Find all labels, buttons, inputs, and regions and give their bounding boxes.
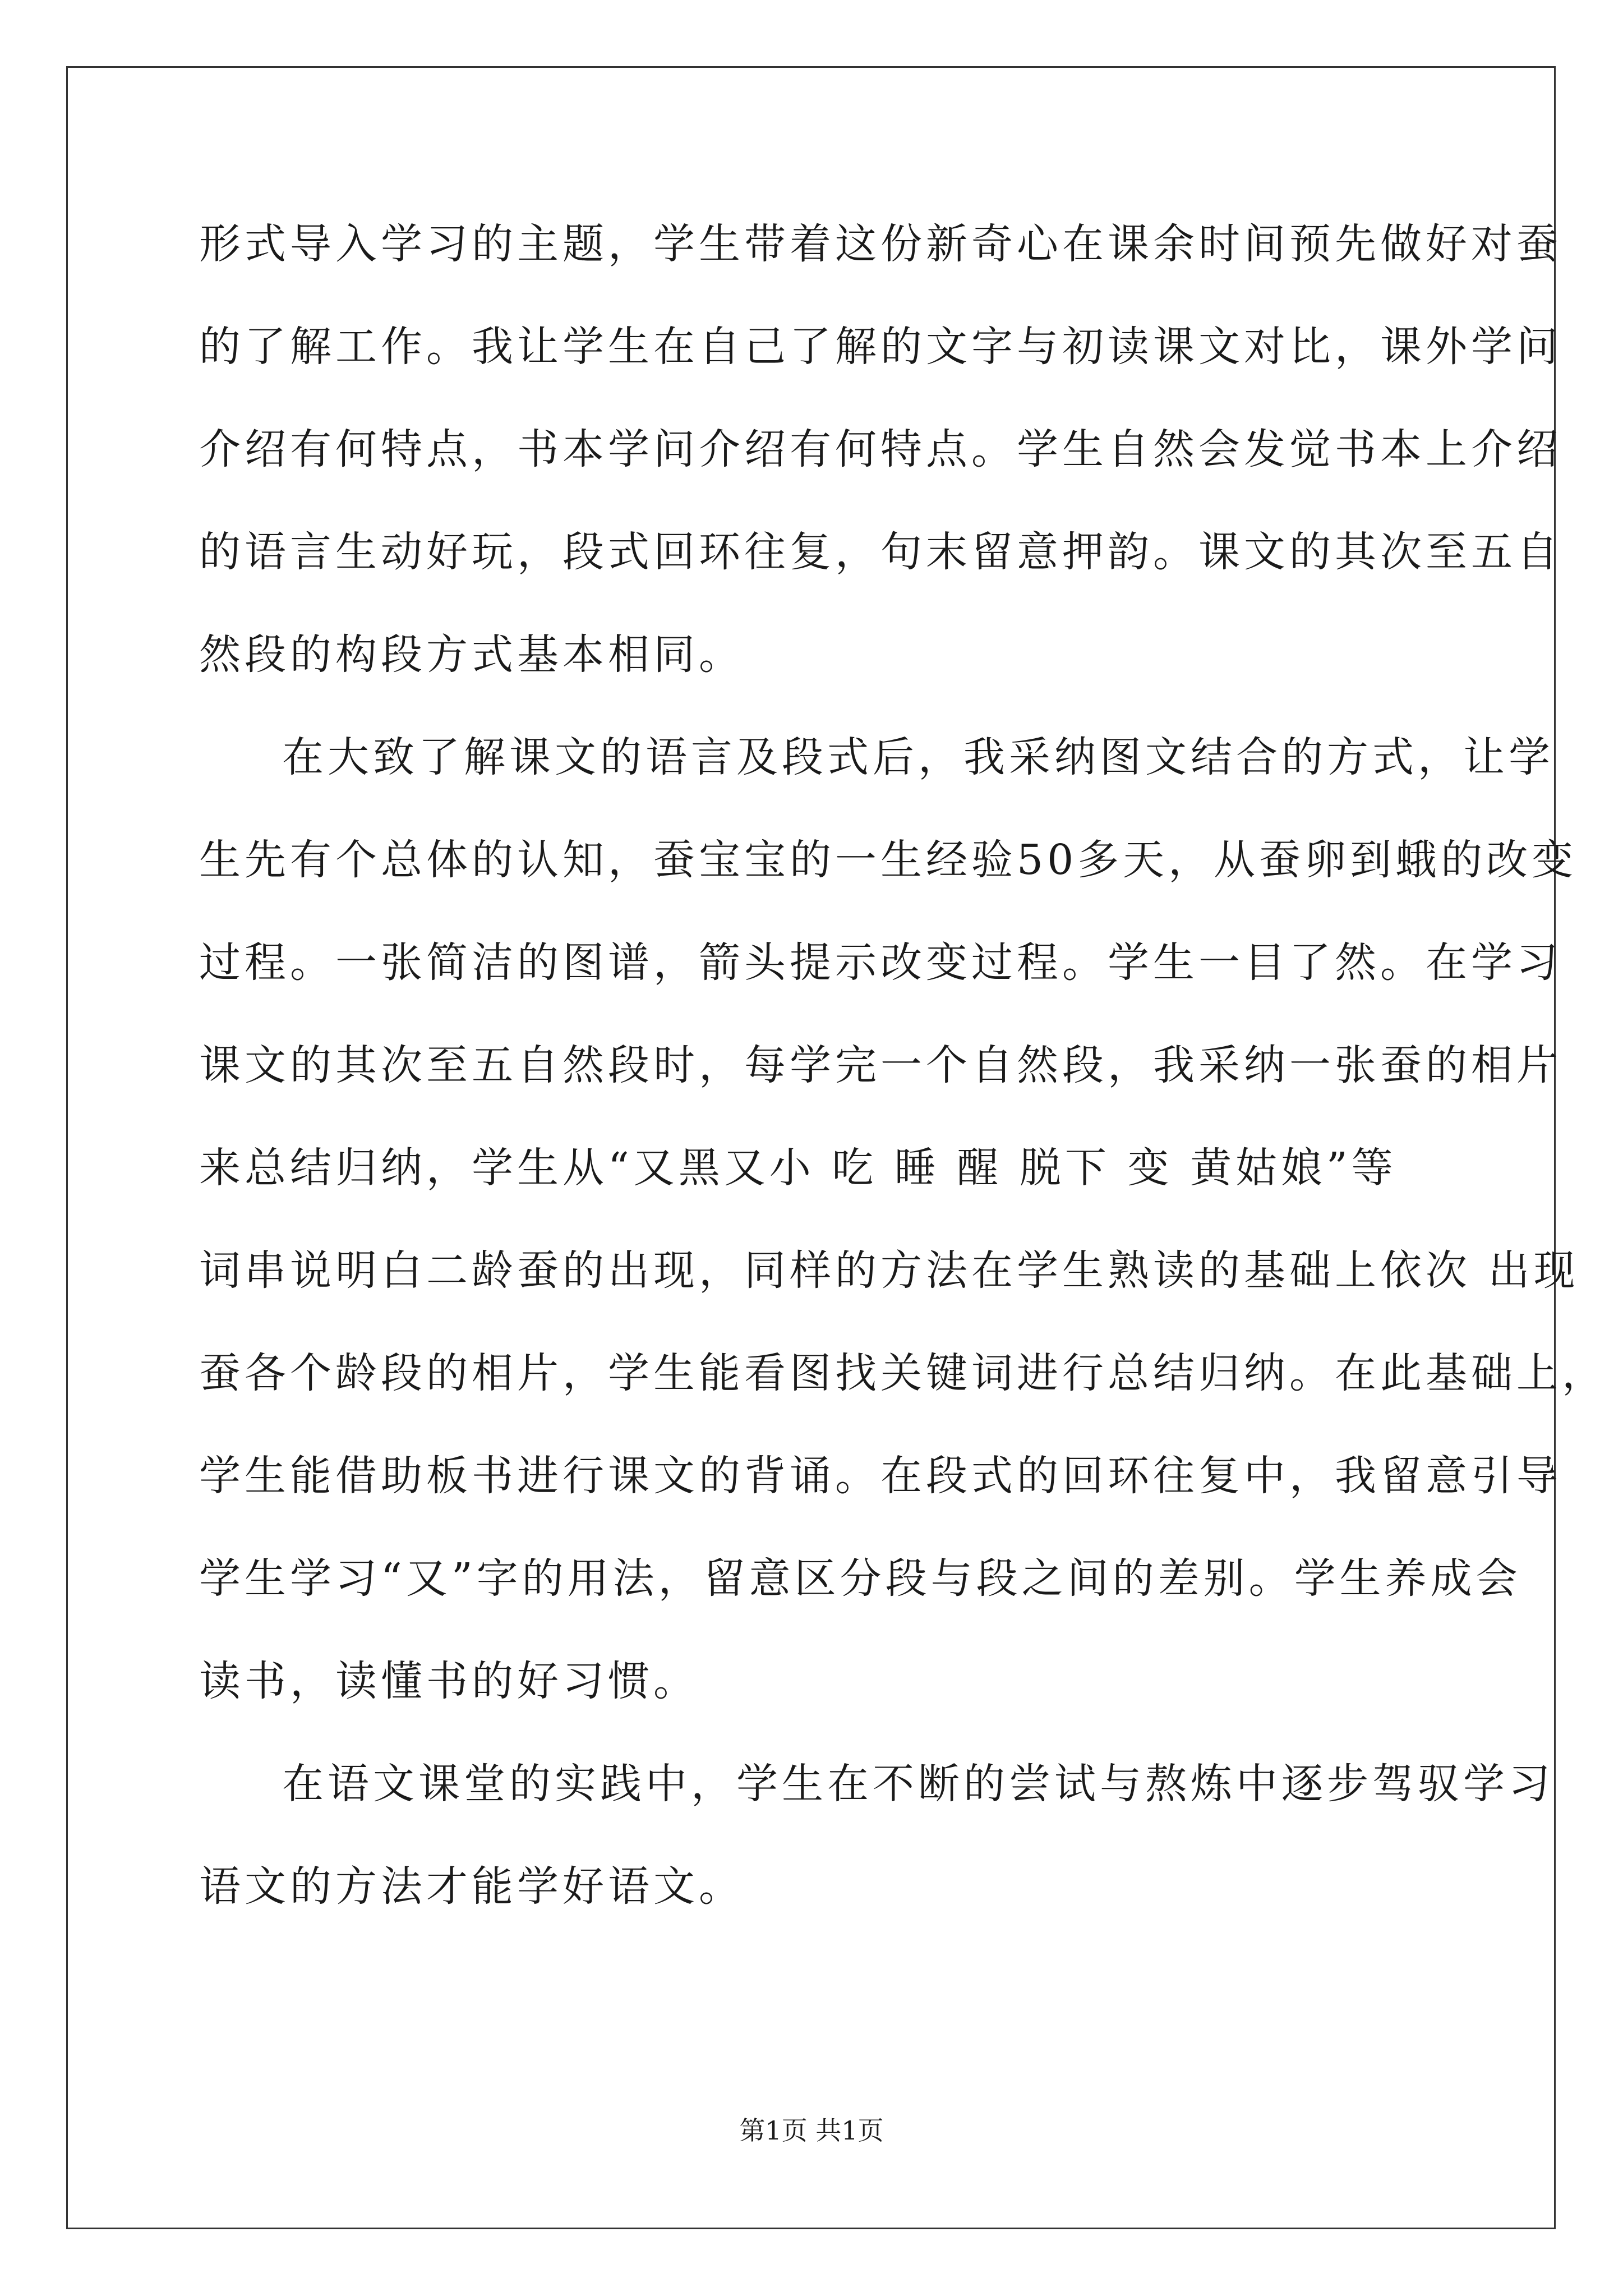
text-line: 蚕各个龄段的相片，学生能看图找关键词进行总结归纳。在此基础上， [199, 1349, 1607, 1397]
paragraph-first-line: 在语文课堂的实践中，学生在不断的尝试与熬炼中逐步驾驭学习 [282, 1760, 1554, 1808]
text-line: 学生学习“又”字的用法，留意区分段与段之间的差别。学生养成会 [199, 1554, 1521, 1603]
text-line: 语文的方法才能学好语文。 [199, 1862, 744, 1911]
text-line: 介绍有何特点，书本学问介绍有何特点。学生自然会发觉书本上介绍 [199, 425, 1562, 473]
text-line: 的语言生动好玩，段式回环往复，句末留意押韵。课文的其次至五自 [199, 528, 1562, 576]
text-line: 来总结归纳，学生从“又黑又小 吃 睡 醒 脱下 变 黄姑娘”等 [199, 1144, 1397, 1192]
paragraph-first-line: 在大致了解课文的语言及段式后，我采纳图文结合的方式，让学 [282, 733, 1554, 781]
text-line: 然段的构段方式基本相同。 [199, 631, 744, 679]
text-line: 词串说明白二龄蚕的出现，同样的方法在学生熟读的基础上依次 出现 [199, 1246, 1579, 1295]
text-line: 过程。一张简洁的图谱，箭头提示改变过程。学生一目了然。在学习 [199, 938, 1562, 987]
text-line: 课文的其次至五自然段时，每学完一个自然段，我采纳一张蚕的相片 [199, 1041, 1562, 1089]
page-number-footer: 第1页 共1页 [739, 2115, 884, 2146]
text-line: 形式导入学习的主题，学生带着这份新奇心在课余时间预先做好对蚕 [199, 220, 1562, 268]
text-line: 学生能借助板书进行课文的背诵。在段式的回环往复中，我留意引导 [199, 1452, 1562, 1500]
text-line: 读书，读懂书的好习惯。 [199, 1657, 699, 1705]
text-line: 生先有个总体的认知，蚕宝宝的一生经验50多天，从蚕卵到蛾的改变 [199, 836, 1578, 884]
text-line: 的了解工作。我让学生在自己了解的文字与初读课文对比，课外学问 [199, 323, 1562, 371]
